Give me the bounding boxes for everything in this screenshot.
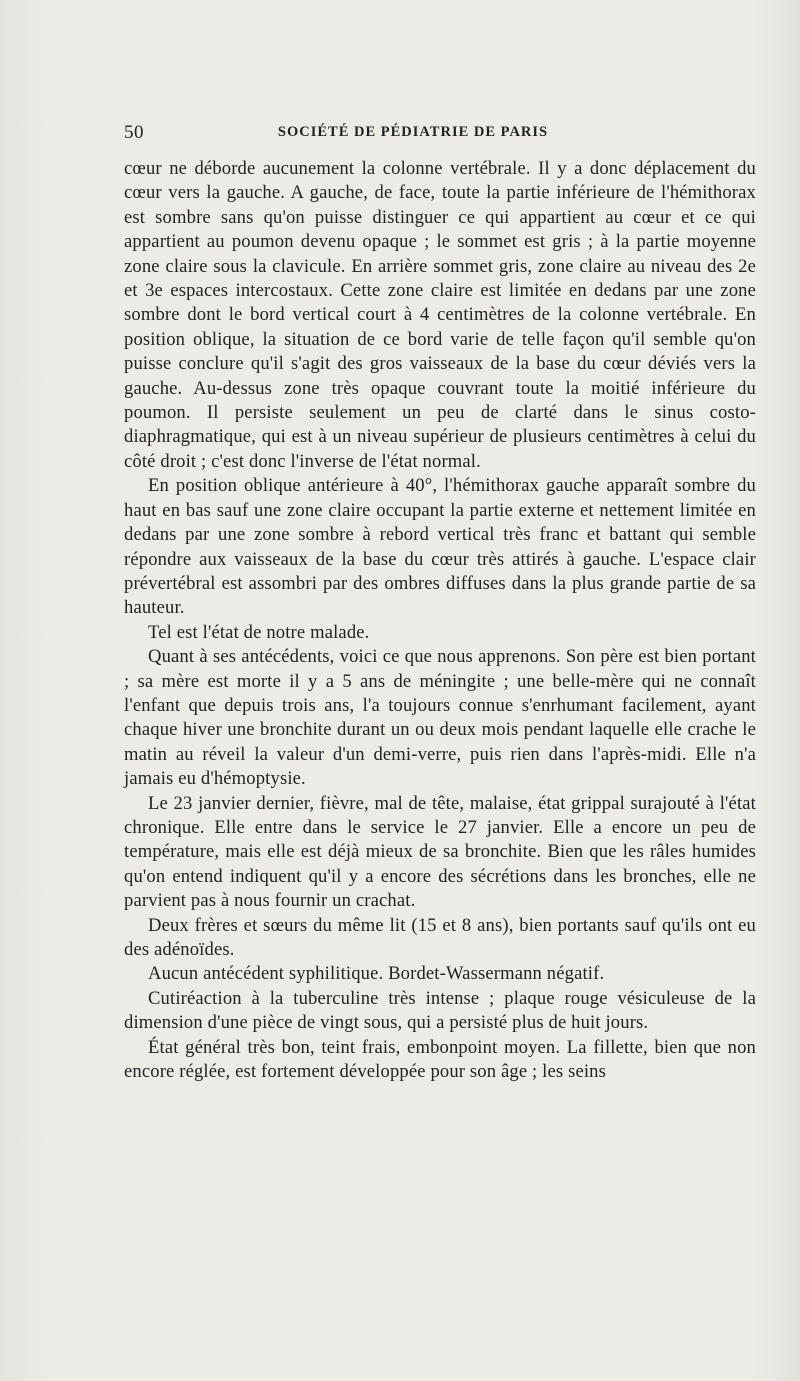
page-header <box>124 122 702 146</box>
paragraph-cutireaction: Cutiréaction à la tuberculine très intense ; plaque rouge vésiculeuse de la dimension d'une pièce de vingt sous, qui a persisté plus de huit jours. <box>124 987 756 1034</box>
paragraph-oblique-position: En position oblique antérieure à 40°, l'hémithorax gauche apparaît sombre du haut en bas sauf une zone claire occupant la partie externe et nettement limitée en dedans par une zone sombre à rebord vertical très franc et battant qui semble répondre aux vaisseaux de la base du cœur très attirés à gauche. L'espace clair prévertébral est assombri par des ombres diffuses dans la plus grande partie de sa hauteur. <box>124 475 756 619</box>
paragraph-continuation: cœur ne déborde aucunement la colonne vertébrale. Il y a donc déplacement du cœur vers la gauche. A gauche, de face, toute la partie inférieure de l'hémithorax est sombre sans qu'on puisse distinguer ce qui appartient au cœur et ce qui appartient au poumon devenu opaque ; le sommet est gris ; à la partie moyenne zone claire sous la clavicule. En arrière sommet gris, zone claire au niveau des 2e et 3e espaces intercostaux. Cette zone claire est limitée en dedans par une zone sombre dont le bord vertical court à 4 centimètres de la colonne vertébrale. En position oblique, la situation de ce bord varie de telle façon qu'il semble qu'on puisse conclure qu'il s'agit des gros vaisseaux de la base du cœur déviés vers la gauche. Au-dessus zone très opaque couvrant toute la moitié inférieure du poumon. Il persiste seulement un peu de clarté dans le sinus costo-diaphragmatique, qui est à un niveau supérieur de plusieurs centimètres à celui du côté droit ; c'est donc l'inverse de l'état normal. <box>124 158 756 472</box>
paragraph-antecedents: Quant à ses antécédents, voici ce que nous apprenons. Son père est bien portant ; sa mère est morte il y a 5 ans de méningite ; une belle-mère qui ne connaît l'enfant que depuis trois ans, l'a toujours connue s'enrhumant facilement, ayant chaque hiver une bronchite durant un ou deux mois pendant laquelle elle crache le matin au réveil la valeur d'un demi-verre, puis rien dans l'après-midi. Elle n'a jamais eu d'hémoptysie. <box>124 646 756 790</box>
paragraph-siblings: Deux frères et sœurs du même lit (15 et 8 ans), bien portants sauf qu'ils ont eu des adénoïdes. <box>124 914 756 960</box>
running-title: SOCIÉTÉ DE PÉDIATRIE DE PARIS <box>277 124 549 140</box>
body-text <box>124 157 756 1084</box>
paragraph-january-illness: Le 23 janvier dernier, fièvre, mal de tête, malaise, état grippal surajouté à l'état chronique. Elle entre dans le service le 27 janvier. Elle a encore un peu de température, mais elle est déjà mieux de sa bronchite. Bien que les râles humides qu'on entend indiquent qu'il y a encore des sécrétions dans les bronches, elle ne parvient pas à nous fournir un crachat. <box>124 792 756 912</box>
paragraph-patient-state: Tel est l'état de notre malade. <box>148 621 370 643</box>
paragraph-syphilis-test: Aucun antécédent syphilitique. Bordet-Wassermann négatif. <box>148 963 605 985</box>
page-number: 50 <box>124 122 144 143</box>
paragraph-general-state: État général très bon, teint frais, embonpoint moyen. La fillette, bien que non encore réglée, est fortement développée pour son âge ; les seins <box>124 1036 756 1083</box>
